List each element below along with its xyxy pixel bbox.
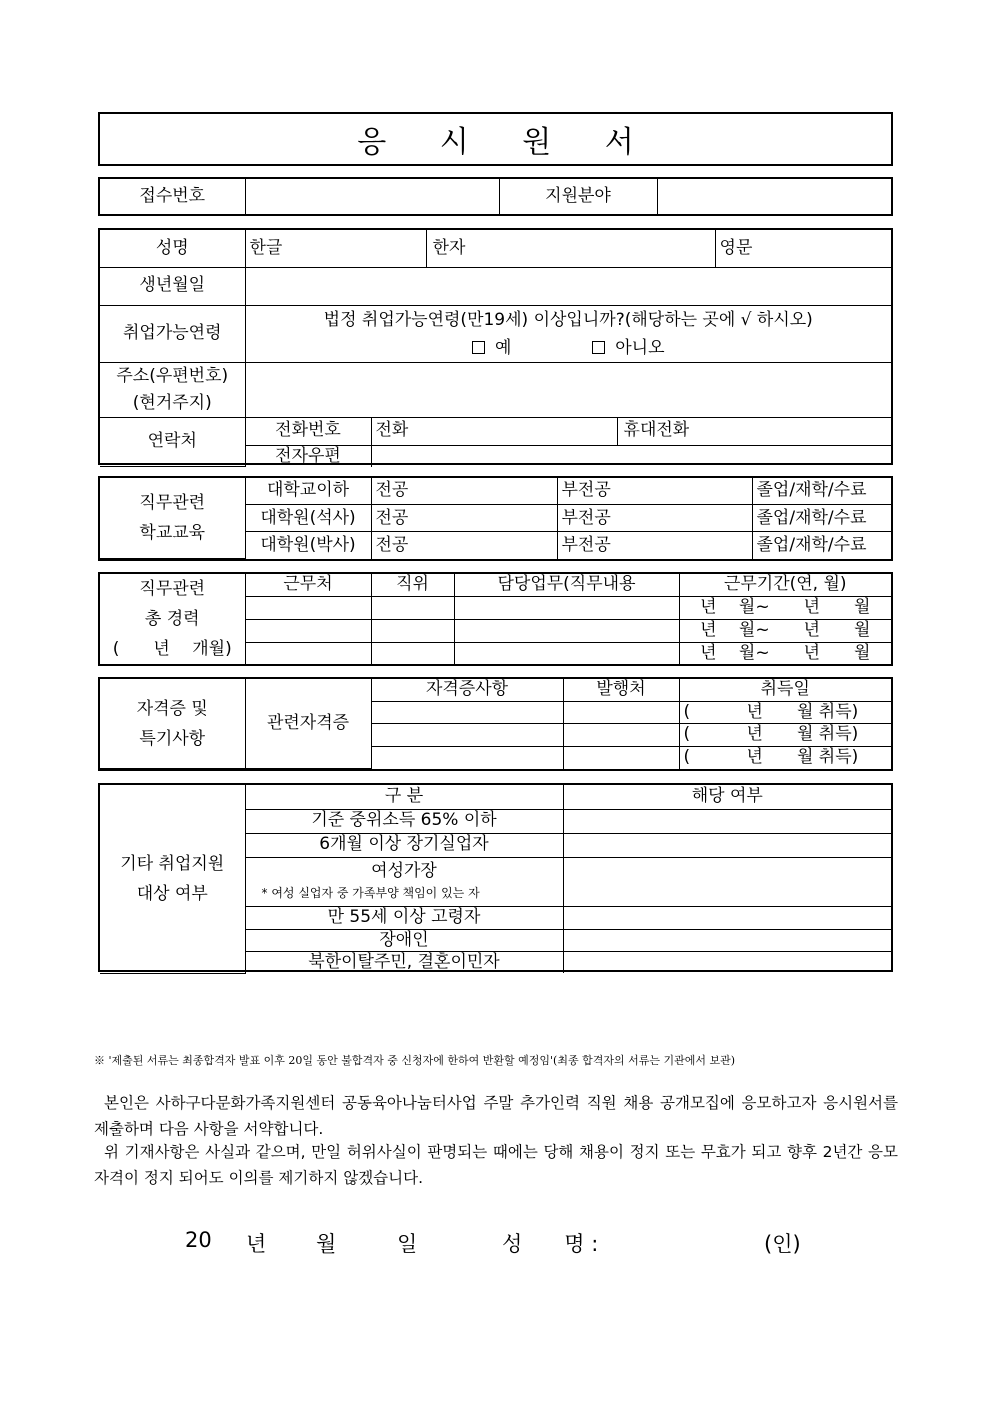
support-category: 북한이탈주민, 결혼이민자	[245, 951, 563, 973]
address-label: 주소(우편번호)	[116, 365, 229, 386]
contact-label: 연락처	[100, 417, 245, 467]
receipt-number-field[interactable]	[245, 179, 499, 214]
female-head-note: * 여성 실업자 중 가족부양 책임이 있는 자	[261, 885, 480, 900]
document-return-notice: ※ '제출된 서류는 최종합격자 발표 이후 20일 동안 불합격자 중 신청자에 한하여 반환할 예정임'(최종 합격자의 서류는 기관에서 보관)	[94, 1054, 735, 1067]
birthdate-field[interactable]	[245, 267, 891, 305]
education-section	[98, 476, 893, 561]
workplace-field[interactable]	[245, 619, 371, 642]
career-header-workplace: 근무처	[245, 574, 371, 596]
career-header-position: 직위	[371, 574, 454, 596]
position-field[interactable]	[371, 596, 454, 619]
no-label: 아니오	[615, 337, 665, 358]
cert-header-name: 자격증사항	[371, 679, 563, 701]
education-sublabel: 학교교육	[139, 523, 206, 543]
acquired-date-field[interactable]: ( 년 월 취득)	[679, 701, 891, 724]
pledge-paragraph-2: 위 기재사항은 사실과 같으며, 만일 허위사실이 판명되는 때에는 당해 채용이 정지 또는 무효가 되고 향후 2년간 응모자격이 정지 되어도 이의를 제기하지 않겠습니다.	[94, 1143, 898, 1187]
graduation-status[interactable]: 졸업/재학/수료	[752, 478, 891, 505]
support-applicable-field[interactable]	[563, 857, 891, 906]
major-field[interactable]: 전공	[371, 478, 557, 505]
education-level: 대학원(박사)	[245, 532, 371, 559]
issuer-field[interactable]	[563, 746, 679, 768]
graduation-status[interactable]: 졸업/재학/수료	[752, 532, 891, 559]
support-category: 기준 중위소득 65% 이하	[245, 809, 563, 833]
issuer-field[interactable]	[563, 724, 679, 747]
certificate-name-field[interactable]	[371, 746, 563, 768]
support-category: 장애인	[245, 929, 563, 951]
certificate-label: 자격증 및	[136, 698, 208, 719]
work-period-field[interactable]: 년 월~ 년 월	[679, 596, 891, 619]
career-header-period: 근무기간(연, 월)	[679, 574, 891, 596]
address-field[interactable]	[245, 362, 891, 417]
month-label: 월	[316, 1232, 337, 1256]
support-applicable-field[interactable]	[563, 906, 891, 929]
acquired-date-field[interactable]: ( 년 월 취득)	[679, 724, 891, 747]
minor-field[interactable]: 부전공	[557, 532, 752, 559]
reception-section	[98, 177, 893, 216]
mobile-field[interactable]: 휴대전화	[617, 417, 891, 445]
support-sublabel: 대상 여부	[136, 883, 208, 904]
phone-number-label: 전화번호	[245, 417, 371, 445]
seal-placeholder: (인)	[764, 1232, 801, 1256]
career-section	[98, 572, 893, 666]
graduation-status[interactable]: 졸업/재학/수료	[752, 505, 891, 532]
year-label: 년	[246, 1232, 267, 1256]
email-field[interactable]	[371, 445, 891, 467]
position-field[interactable]	[371, 642, 454, 664]
address-sublabel: (현거주지)	[132, 392, 212, 413]
support-category: 6개월 이상 장기실업자	[245, 833, 563, 857]
support-applicable-field[interactable]	[563, 929, 891, 951]
support-label: 기타 취업지원	[120, 853, 225, 874]
support-header-category: 구 분	[245, 785, 563, 809]
day-label: 일	[397, 1232, 418, 1256]
support-applicable-field[interactable]	[563, 809, 891, 833]
workplace-field[interactable]	[245, 642, 371, 664]
work-period-field[interactable]: 년 월~ 년 월	[679, 619, 891, 642]
application-field-input[interactable]	[657, 179, 891, 214]
acquired-date-field[interactable]: ( 년 월 취득)	[679, 746, 891, 768]
duties-field[interactable]	[454, 642, 679, 664]
duties-field[interactable]	[454, 596, 679, 619]
related-certificate-label: 관련자격증	[245, 679, 371, 769]
name-label: 성명	[100, 230, 245, 267]
birthdate-label: 생년월일	[100, 267, 245, 305]
yes-label: 예	[494, 337, 512, 358]
support-applicable-field[interactable]	[563, 951, 891, 973]
support-category: 만 55세 이상 고령자	[245, 906, 563, 929]
signature-name-label: 성 명 :	[502, 1232, 599, 1256]
career-label: 직무관련	[139, 579, 206, 599]
application-field-label: 지원분야	[499, 179, 657, 214]
employable-age-label: 취업가능연령	[100, 305, 245, 362]
career-header-duties: 담당업무(직무내용	[454, 574, 679, 596]
no-checkbox[interactable]	[592, 338, 664, 358]
major-field[interactable]: 전공	[371, 505, 557, 532]
major-field[interactable]: 전공	[371, 532, 557, 559]
personal-section	[98, 228, 893, 465]
certificate-sublabel: 특기사항	[139, 728, 206, 749]
cert-header-issuer: 발행처	[563, 679, 679, 701]
name-english-field[interactable]: 영문	[715, 230, 891, 267]
certificate-section	[98, 677, 893, 771]
certificate-name-field[interactable]	[371, 701, 563, 724]
receipt-number-label: 접수번호	[100, 179, 245, 214]
name-hangul-field[interactable]: 한글	[245, 230, 426, 267]
support-section	[98, 783, 893, 972]
career-total-duration: ( 년 개월)	[112, 639, 232, 659]
phone-field[interactable]: 전화	[371, 417, 617, 445]
education-level: 대학원(석사)	[245, 505, 371, 532]
work-period-field[interactable]: 년 월~ 년 월	[679, 642, 891, 664]
employable-age-question: 법정 취업가능연령(만19세) 이상입니까?(해당하는 곳에 √ 하시오)	[323, 309, 813, 330]
workplace-field[interactable]	[245, 596, 371, 619]
pledge-paragraph-1: 본인은 사하구다문화가족지원센터 공동육아나눔터사업 주말 추가인력 직원 채용 공개모집에 응모하고자 응시원서를 제출하며 다음 사항을 서약합니다.	[94, 1094, 898, 1138]
yes-checkbox[interactable]	[472, 338, 511, 358]
support-header-applicable: 해당 여부	[563, 785, 891, 809]
form-title: 응 시 원 서	[98, 112, 893, 166]
name-hanja-field[interactable]: 한자	[426, 230, 715, 267]
support-category: 여성가장	[371, 860, 437, 881]
duties-field[interactable]	[454, 619, 679, 642]
issuer-field[interactable]	[563, 701, 679, 724]
education-level: 대학교이하	[245, 478, 371, 505]
email-label: 전자우편	[245, 445, 371, 467]
position-field[interactable]	[371, 619, 454, 642]
certificate-name-field[interactable]	[371, 724, 563, 747]
cert-header-date: 취득일	[679, 679, 891, 701]
minor-field[interactable]: 부전공	[557, 505, 752, 532]
education-label: 직무관련	[139, 493, 206, 513]
career-sublabel: 총 경력	[144, 609, 200, 629]
support-applicable-field[interactable]	[563, 833, 891, 857]
minor-field[interactable]: 부전공	[557, 478, 752, 505]
year-prefix: 20	[185, 1228, 212, 1252]
